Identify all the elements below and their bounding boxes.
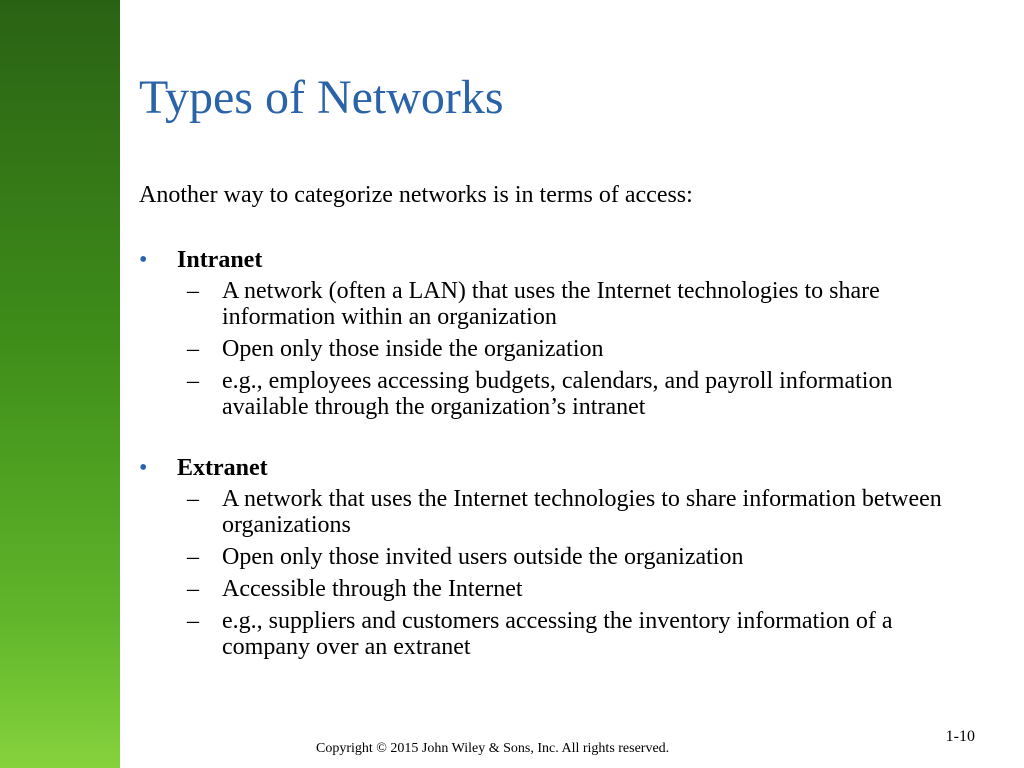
- sub-item-text: A network that uses the Internet technologies to share information between organizations: [222, 486, 942, 538]
- bullet-heading-intranet: [139, 246, 999, 274]
- sub-item-text: Open only those invited users outside the organization: [222, 544, 744, 570]
- sub-item: [139, 336, 999, 362]
- dash-icon: –: [187, 368, 199, 394]
- sub-item-text: e.g., employees accessing budgets, calendars, and payroll information available through the organization’s intranet: [222, 368, 893, 420]
- sub-item-text: e.g., suppliers and customers accessing the inventory information of a company over an extranet: [222, 608, 893, 660]
- dash-icon: –: [187, 486, 199, 512]
- section-intranet: [139, 246, 999, 420]
- slide-number: 1-10: [945, 728, 975, 745]
- section-extranet: [139, 454, 999, 660]
- dash-icon: –: [187, 576, 199, 602]
- dash-icon: –: [187, 544, 199, 570]
- sub-item: [139, 368, 999, 420]
- sub-item-text: Open only those inside the organization: [222, 336, 604, 362]
- dash-icon: –: [187, 278, 199, 304]
- bullet-heading-text: Intranet: [177, 247, 263, 273]
- sub-item: [139, 544, 999, 570]
- dash-icon: –: [187, 608, 199, 634]
- bullet-heading-extranet: [139, 454, 999, 482]
- sub-list-extranet: [139, 486, 999, 660]
- sub-item: [139, 486, 999, 538]
- copyright-notice: Copyright © 2015 John Wiley & Sons, Inc. All rights reserved.: [316, 741, 670, 756]
- sub-item: [139, 278, 999, 330]
- bullet-dot-icon: •: [139, 455, 148, 481]
- bullet-dot-icon: •: [139, 247, 148, 273]
- sub-item-text: Accessible through the Internet: [222, 576, 523, 602]
- green-side-bar: [0, 0, 120, 768]
- sub-item: [139, 576, 999, 602]
- sub-list-intranet: [139, 278, 999, 420]
- intro-text: Another way to categorize networks is in terms of access:: [139, 182, 693, 208]
- sub-item-text: A network (often a LAN) that uses the Internet technologies to share information within an organization: [222, 278, 880, 330]
- sub-item: [139, 608, 999, 660]
- bullet-sections: [139, 246, 999, 666]
- dash-icon: –: [187, 336, 199, 362]
- bullet-heading-text: Extranet: [177, 455, 268, 481]
- slide-title: Types of Networks: [139, 71, 504, 124]
